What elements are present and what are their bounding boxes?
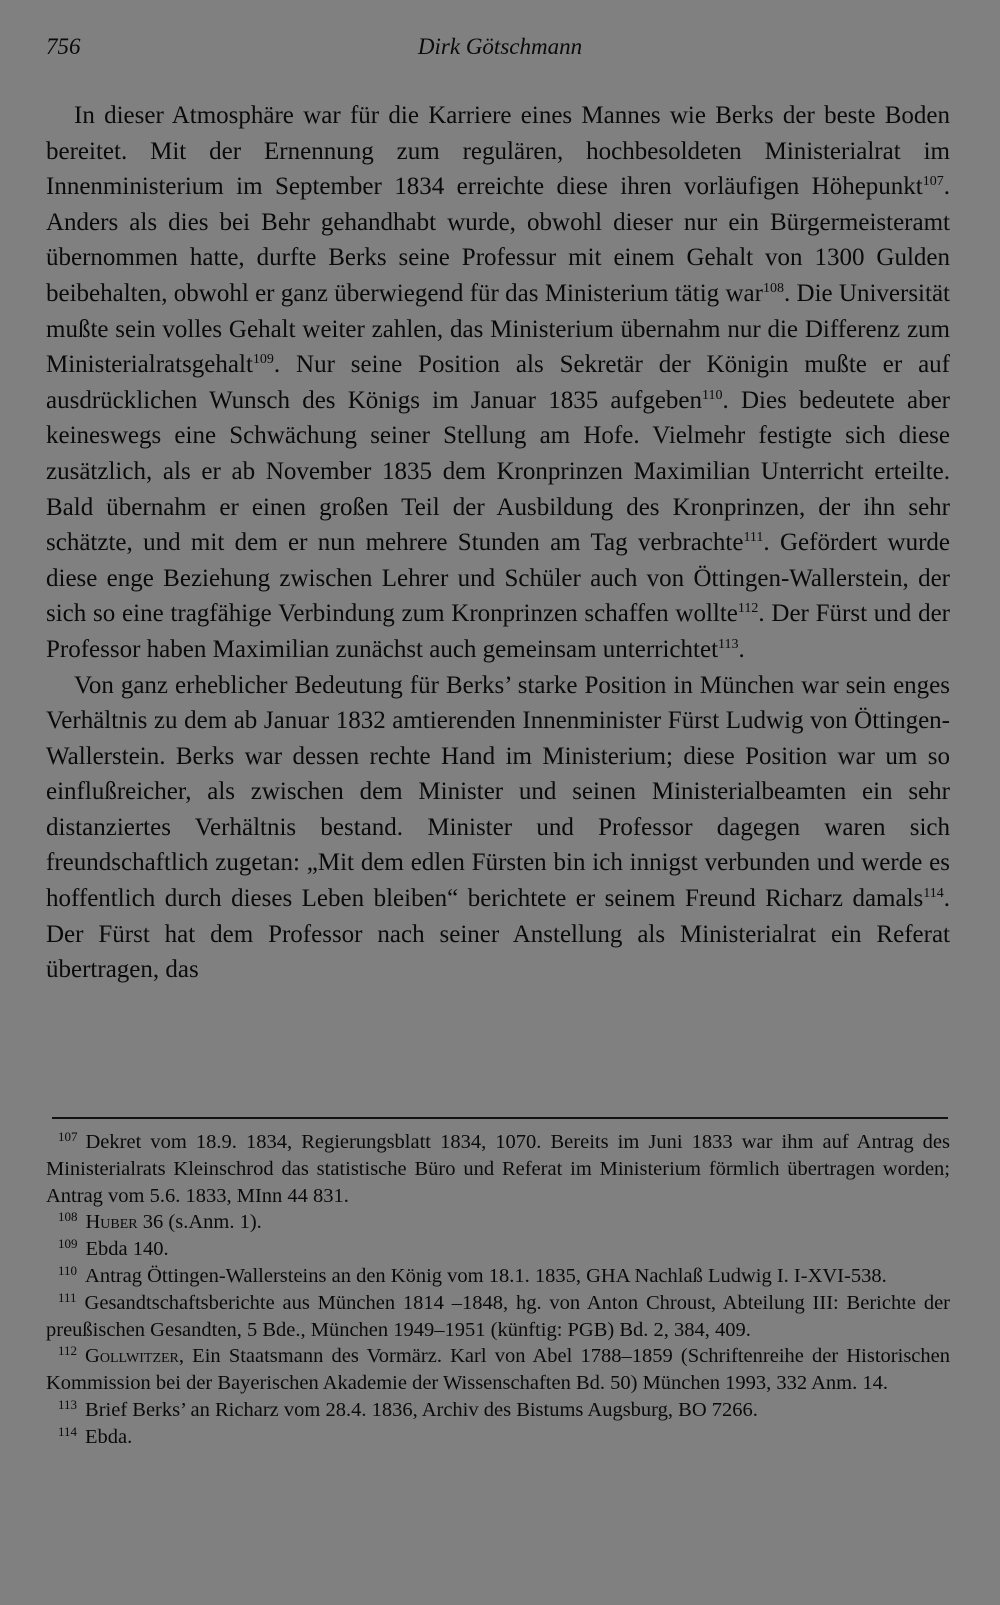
footnote-ref-113: 113 [718,636,739,652]
footnote-ref-109: 109 [252,352,274,368]
page-number: 756 [46,34,81,59]
author-name: Huber [85,1211,138,1234]
footnote-111: $^{111}$ Gesandtschaftsberichte aus München 1814 –1848, hg. von Anton Chroust, Abteilung III: Berichte der preußischen Gesandten, 5 Bde., München 1949–1951 (künftig: PGB) Bd. 2, 384, 409. [46,1289,950,1341]
main-text [46,98,950,988]
footnote-ref-108: 108 [762,280,784,296]
running-head: Dirk Götschmann [417,34,583,59]
footnote-108: $^{108}$ Huber 36 (s.Anm. 1). [58,1209,262,1234]
footnote-ref-107: 107 [922,174,944,190]
footnote-114: $^{114}$ Ebda. [58,1423,133,1448]
footnote-107: $^{107}$ Dekret vom 18.9. 1834, Regierungsblatt 1834, 1070. Bereits im Juni 1833 war ihm auf Antrag des Ministerialrats Kleinschrod das statistische Büro und Referat im Ministerium förmlich übertragen worden; Antrag vom 5.6. 1833, MInn 44 831. [46,1128,950,1207]
author-name: Gollwitzer [85,1345,179,1368]
footnote-ref-110: 110 [702,387,723,403]
paragraph-1: In dieser Atmosphäre war für die Karriere eines Mannes wie Berks der beste Boden bereitet. Mit der Ernennung zum regulären, hochbesoldeten Ministerialrat im Innenministerium im September 1834 erreichte diese ihren vorläufigen Höhepunkt$^{107}$. Anders als dies bei Behr gehandhabt wurde, obwohl dieser nur ein Bürgermeisteramt übernommen hatte, durfte Berks seine Professur mit einem Gehalt von 1300 Gulden beibehalten, obwohl er ganz überwiegend für das Ministerium tätig war$^{108}$. Die Universität mußte sein volles Gehalt weiter zahlen, das Ministerium übernahm nur die Differenz zum Ministerialratsgehalt$^{109}$. Nur seine Position als Sekretär der Königin mußte er auf ausdrücklichen Wunsch des Königs im Januar 1835 aufgeben$^{110}$. Dies bedeutete aber keineswegs eine Schwächung seiner Stellung am Hofe. Vielmehr festigte sich diese zusätzlich, als er ab November 1835 dem Kronprinzen Maximilian Unterricht erteilte. Bald übernahm er einen großen Teil der Ausbildung des Kronprinzen, der ihn sehr schätzte, und mit dem er nun mehrere Stunden am Tag verbrachte$^{111}$. Gefördert wurde diese enge Beziehung zwischen Lehrer und Schüler auch von Öttingen-Wallerstein, der sich so eine tragfähige Verbindung zum Kronprinzen schaffen wollte$^{112}$. Der Fürst und der Professor haben Maximilian zunächst auch gemeinsam unterrichtet$^{113}$. [46,102,950,663]
page-header [46,34,954,68]
footnote-separator [52,1117,948,1119]
paragraph-2: Von ganz erheblicher Bedeutung für Berks’ starke Position in München war sein enges Verhältnis zu dem ab Januar 1832 amtierenden Innenminister Fürst Ludwig von Öttingen-Wallerstein. Berks war dessen rechte Hand im Ministerium; diese Position war um so einflußreicher, als zwischen dem Minister und seinen Ministerialbeamten ein sehr distanziertes Verhältnis bestand. Minister und Professor dagegen waren sich freundschaftlich zugetan: „Mit dem edlen Fürsten bin ich innigst verbunden und werde es hoffentlich durch dieses Leben bleiben“ berichtete er seinem Freund Richarz damals$^{114}$. Der Fürst hat dem Professor nach seiner Anstellung als Ministerialrat ein Referat übertragen, das [46,671,950,984]
footnote-109: $^{109}$ Ebda 140. [58,1236,169,1261]
footnote-ref-111: 111 [743,530,764,546]
footnotes [46,1129,950,1451]
footnote-112: $^{112}$ Gollwitzer, Ein Staatsmann des Vormärz. Karl von Abel 1788–1859 (Schriftenreihe der Historischen Kommission bei der Bayerischen Akademie der Wissenschaften Bd. 50) München 1993, 332 Anm. 14. [46,1343,950,1395]
footnote-ref-114: 114 [923,885,944,901]
footnote-ref-112: 112 [737,601,759,617]
footnote-110: $^{110}$ Antrag Öttingen-Wallersteins an den König vom 18.1. 1835, GHA Nachlaß Ludwig I. I-XVI-538. [58,1262,887,1287]
footnote-113: $^{113}$ Brief Berks’ an Richarz vom 28.4. 1836, Archiv des Bistums Augsburg, BO 7266. [58,1396,758,1421]
